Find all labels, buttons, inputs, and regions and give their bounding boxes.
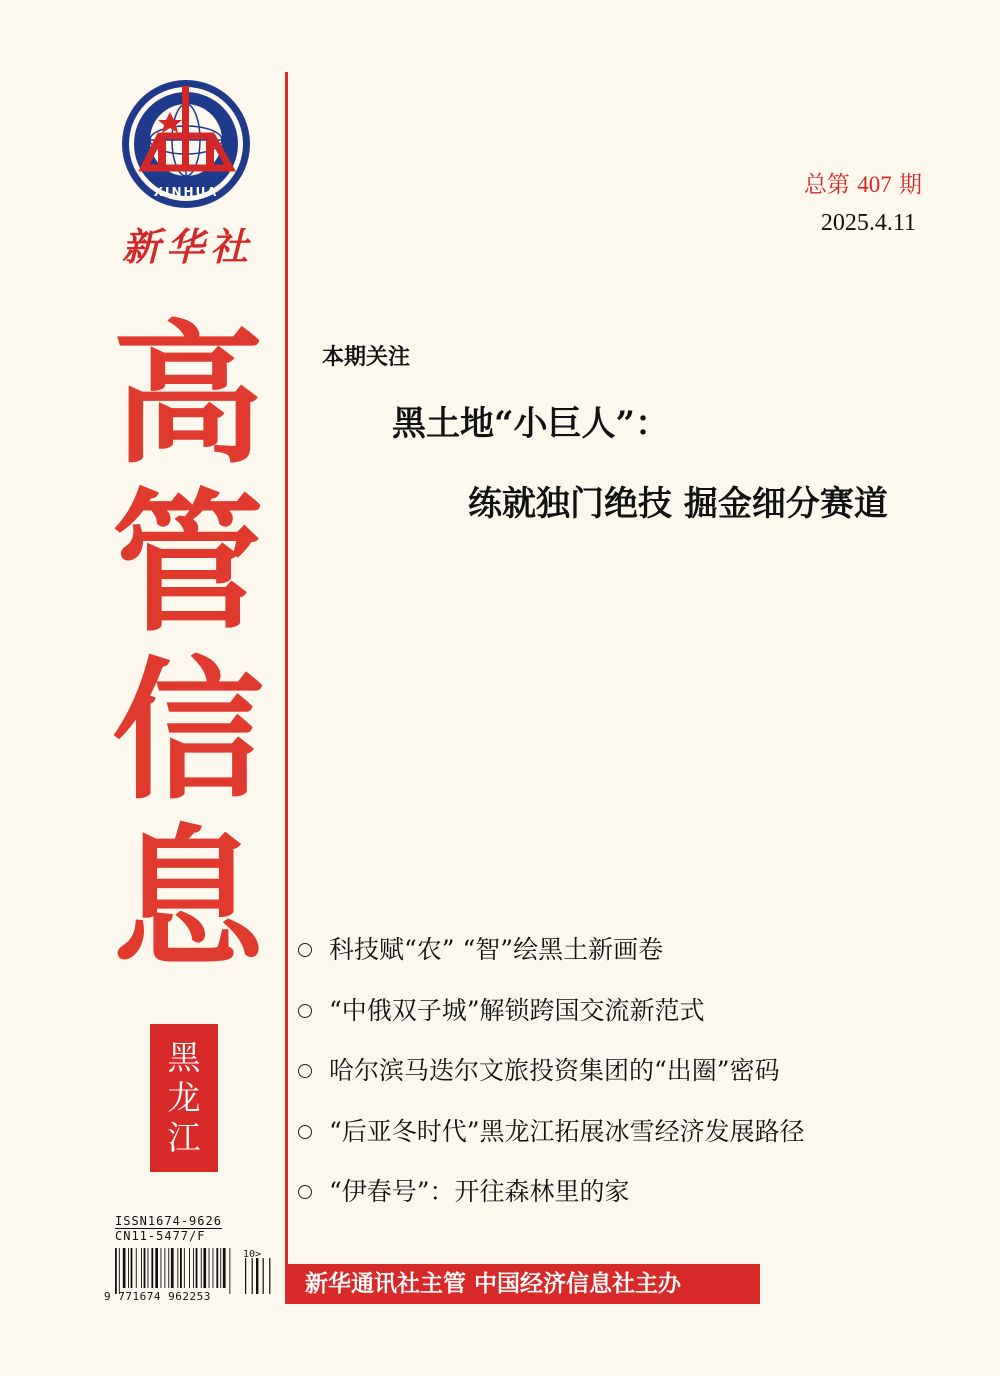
headline-line-1: 黑土地“小巨人”： <box>392 404 670 444</box>
barcode-bar <box>229 1248 230 1294</box>
vertical-divider <box>285 72 288 1304</box>
barcode-bar <box>201 1248 202 1288</box>
headline-line-2: 练就独门绝技 掘金细分赛道 <box>468 484 888 524</box>
list-item <box>298 918 805 979</box>
barcode-bar <box>141 1248 142 1288</box>
circle-bullet-icon <box>298 1125 312 1139</box>
barcode-bar <box>203 1248 206 1288</box>
barcode-bar <box>184 1248 185 1288</box>
article-title: 科技赋“农” “智”绘黑土新画卷 <box>329 935 664 965</box>
barcode-bar <box>119 1248 120 1294</box>
masthead-char: 管 <box>112 475 264 652</box>
region-char: 龙 <box>167 1078 201 1117</box>
issue-date: 2025.4.11 <box>820 210 916 236</box>
barcode-bar <box>164 1248 165 1288</box>
list-item <box>298 1039 805 1100</box>
article-title: “伊春号”：开往森林里的家 <box>329 1177 630 1207</box>
region-char: 江 <box>167 1118 201 1157</box>
barcode-bar <box>144 1248 146 1288</box>
circle-bullet-icon <box>298 943 312 957</box>
issue-number-value: 407 <box>857 172 892 197</box>
circle-bullet-icon <box>298 1064 312 1078</box>
list-item <box>298 1100 805 1161</box>
masthead-title <box>108 307 268 988</box>
masthead-char: 息 <box>112 811 264 988</box>
barcode-bar <box>213 1248 214 1288</box>
region-badge <box>150 1024 218 1172</box>
barcode-bar <box>196 1248 198 1288</box>
publisher-bar: 新华通讯社主管 中国经济信息社主办 <box>287 1264 760 1304</box>
logo-text: XINHUA <box>153 185 219 199</box>
barcode-bar <box>123 1248 126 1288</box>
article-list <box>298 918 805 1221</box>
article-title: 哈尔滨马迭尔文旅投资集团的“出圈”密码 <box>329 1056 780 1086</box>
xinhua-logo-icon <box>120 78 252 210</box>
issn-number: ISSN1674-9626 <box>115 1214 222 1228</box>
barcode-addon-bar <box>269 1258 270 1294</box>
article-title: “后亚冬时代”黑龙江拓展冰雪经济发展路径 <box>329 1116 805 1146</box>
barcode-bar <box>115 1248 117 1294</box>
issue-suffix: 期 <box>899 172 922 198</box>
masthead-char: 高 <box>112 307 264 484</box>
issue-number <box>804 166 922 199</box>
barcode-bar <box>220 1248 221 1288</box>
article-title: “中俄双子城”解锁跨国交流新范式 <box>329 995 705 1025</box>
barcode-bar <box>148 1248 149 1288</box>
circle-bullet-icon <box>298 1185 312 1199</box>
barcode-digits: 9 771674 962253 <box>104 1290 211 1303</box>
barcode-bar <box>131 1248 133 1288</box>
masthead-char: 信 <box>112 643 264 820</box>
cn-number: CN11-5477/F <box>115 1229 206 1243</box>
barcode-addon-bar <box>263 1258 264 1294</box>
barcode-addon: 10> <box>243 1249 262 1260</box>
agency-name: 新华社 <box>121 224 254 269</box>
barcode-addon-bar <box>245 1258 246 1294</box>
list-item <box>298 1160 805 1221</box>
focus-label: 本期关注 <box>322 344 411 370</box>
barcode-bar <box>161 1248 162 1288</box>
list-item <box>298 979 805 1040</box>
issue-prefix: 总第 <box>803 172 850 198</box>
barcode-bar <box>216 1248 218 1288</box>
barcode-addon-bar <box>252 1258 253 1294</box>
barcode-bar <box>151 1248 153 1288</box>
barcode-addon-bar <box>256 1258 258 1294</box>
circle-bullet-icon <box>298 1004 312 1018</box>
barcode-bar <box>155 1248 158 1288</box>
barcode-bar <box>128 1248 129 1288</box>
region-char: 黑 <box>167 1038 201 1077</box>
barcode-bar <box>223 1248 226 1288</box>
barcode-bar <box>136 1248 137 1288</box>
barcode-bar <box>180 1248 182 1288</box>
issn-block <box>115 1214 222 1243</box>
barcode-bar <box>189 1248 190 1288</box>
barcode-bar <box>168 1248 169 1288</box>
barcode-bar <box>209 1248 210 1288</box>
barcode-bar <box>171 1248 174 1288</box>
barcode-bar <box>177 1248 178 1288</box>
barcode-bar <box>193 1248 194 1288</box>
